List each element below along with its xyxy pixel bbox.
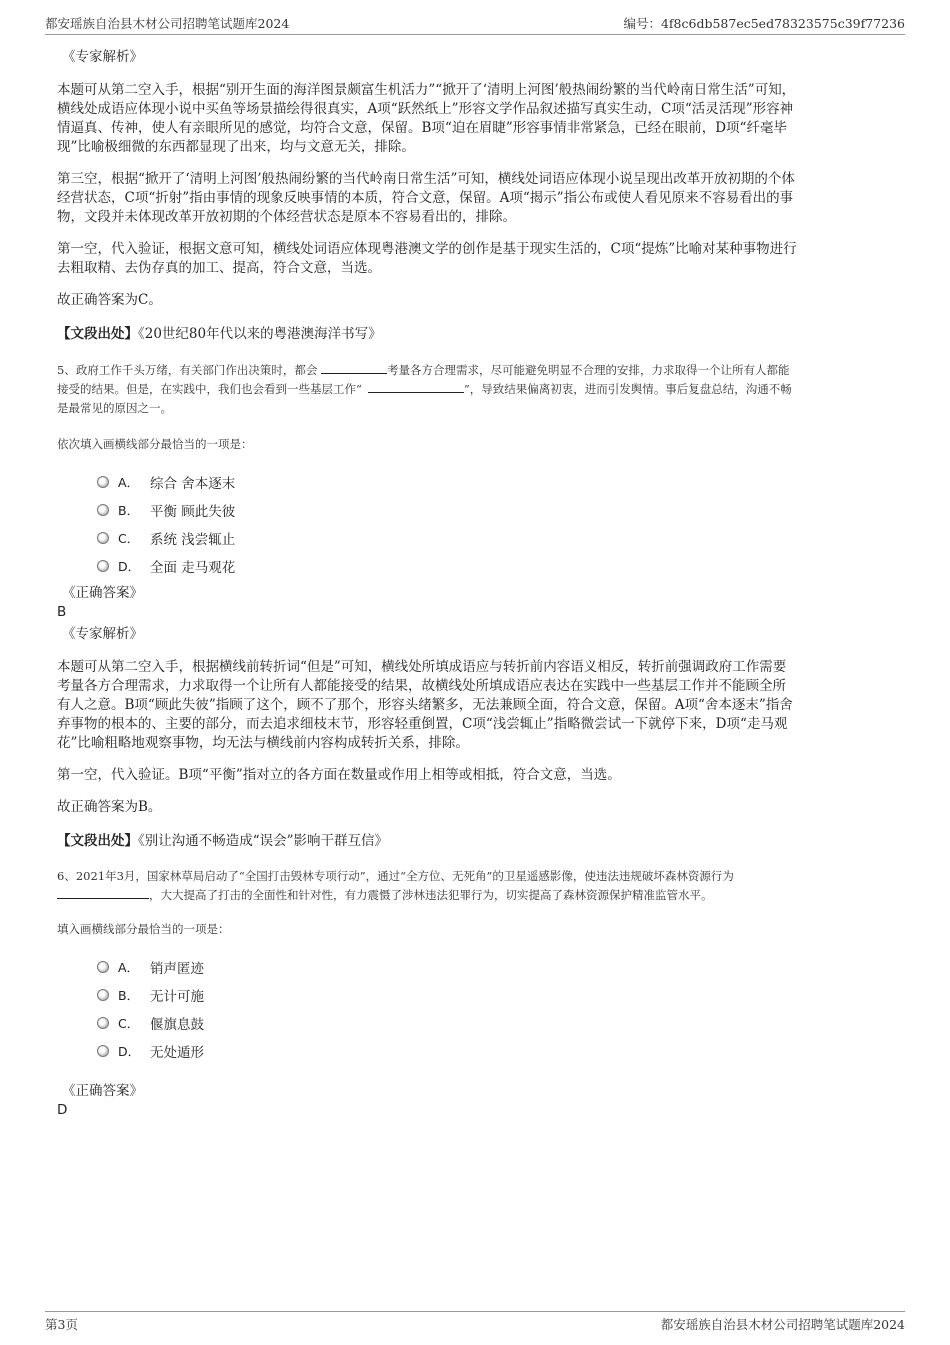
option-text: 综合 舍本逐末 (150, 476, 236, 492)
q5-para1-line: 本题可从第二空入手，根据横线前转折词“但是”可知，横线处所填成语应与转折前内容语义相反，转折前强调政府工作需要 (57, 659, 787, 675)
option-text: 销声匿迹 (150, 961, 204, 977)
option-d[interactable] (97, 1041, 204, 1061)
option-text: 偃旗息鼓 (150, 1017, 204, 1033)
expert-analysis-label: 《专家解析》 (62, 49, 143, 65)
option-b[interactable] (97, 985, 204, 1005)
source-title: 《20世纪80年代以来的粤港澳海洋书写》 (138, 326, 382, 342)
q5-para1-line: 花”比喻粗略地观察事物，均无法与横线前内容构成转折关系，排除。 (57, 735, 469, 751)
option-letter: D． (118, 559, 141, 574)
radio-icon[interactable] (97, 989, 109, 1001)
q6-prompt: 填入画横线部分最恰当的一项是： (57, 922, 230, 936)
q5-para1-line: 弃事物的根本的、主要的部分，而去追求细枝末节，形容轻重倒置，C项“浅尝辄止”指略微尝试一下就停下来，D项“走马观 (57, 716, 788, 732)
q4-answer-line: 故正确答案为C。 (57, 292, 162, 308)
q5-stem-part: 考量各方合理需求，尽可能避免明显不合理的安排，力求取得一个让所有人都能 (386, 363, 790, 377)
page-number: 第3页 (45, 1317, 78, 1332)
q4-para3-line: 去粗取精、去伪存真的加工、提高，符合文意，当选。 (57, 260, 381, 276)
radio-icon[interactable] (97, 560, 109, 572)
fill-blank-1 (57, 886, 149, 899)
q5-answer-line: 故正确答案为B。 (57, 799, 162, 815)
footer-divider (45, 1311, 905, 1312)
fill-blank-1 (321, 361, 387, 374)
q6-stem-part: ，大大提高了打击的全面性和针对性，有力震慑了涉林违法犯罪行为，切实提高了森林资源保护精准监管水平。 (149, 888, 713, 902)
q5-para1-line: 考量各方合理需求，力求取得一个让所有人都能接受的结果，故横线处所填成语应表达在实践中一些基层工作并不能顾全所 (57, 678, 786, 694)
document-id: 编号：4f8c6db587ec5ed78323575c39f77236 (623, 16, 905, 31)
q5-stem-part: ”，导致结果偏离初衷，进而引发舆情。事后复盘总结，沟通不畅 (463, 382, 792, 396)
source-tag: 【文段出处】 (57, 326, 138, 342)
radio-icon[interactable] (97, 1017, 109, 1029)
option-letter: A． (118, 960, 140, 975)
q4-para1-line: 横线处成语应体现小说中买鱼等场景描绘得很真实，A项“跃然纸上”形容文学作品叙述描写真实生动，C项“活灵活现”形容神 (57, 101, 794, 117)
expert-analysis-label: 《专家解析》 (62, 626, 143, 642)
option-text: 系统 浅尝辄止 (150, 532, 236, 548)
option-letter: B． (118, 988, 140, 1003)
option-c[interactable] (97, 528, 235, 548)
q5-stem-part: 5、政府工作千头万绪，有关部门作出决策时，都会 (57, 363, 318, 377)
radio-icon[interactable] (97, 1045, 109, 1057)
q4-para1-line: 现”比喻极细微的东西都显现了出来，均与文意无关，排除。 (57, 139, 415, 155)
q4-para2-line: 第三空，根据“掀开了‘清明上河图’般热闹纷繁的当代岭南日常生活”可知，横线处词语应体现小说呈现出改革开放初期的个体 (57, 171, 795, 187)
footer-title: 都安瑶族自治县木材公司招聘笔试题库2024 (660, 1317, 905, 1332)
option-letter: C． (118, 1016, 140, 1031)
correct-answer-label: 《正确答案》 (62, 585, 143, 601)
q4-para2-line: 物，文段并未体现改革开放初期的个体经营状态是原本不容易看出的，排除。 (57, 209, 516, 225)
q5-stem-line (57, 380, 792, 399)
radio-icon[interactable] (97, 532, 109, 544)
option-letter: D． (118, 1044, 141, 1059)
q5-stem-line: 是最常见的原因之一。 (57, 401, 172, 415)
correct-answer: B (57, 604, 67, 620)
q4-para2-line: 经营状态，C项“折射”指由事情的现象反映事情的本质，符合文意，保留。A项“揭示”指公布或使人看见原来不容易看出的事 (57, 190, 794, 206)
correct-answer-label: 《正确答案》 (62, 1083, 143, 1099)
q5-prompt: 依次填入画横线部分最恰当的一项是： (57, 437, 253, 451)
q4-source (57, 325, 382, 344)
option-c[interactable] (97, 1013, 204, 1033)
option-letter: A． (118, 475, 140, 490)
header-title: 都安瑶族自治县木材公司招聘笔试题库2024 (45, 16, 290, 31)
q6-stem-line: 6、2021年3月，国家林草局启动了“全国打击毁林专项行动”，通过“全方位、无死角”的卫星遥感影像，使违法违规破坏森林资源行为 (57, 869, 734, 883)
option-b[interactable] (97, 500, 235, 520)
option-d[interactable] (97, 556, 235, 576)
q6-stem-line (57, 886, 713, 905)
q5-para1-line: 有人之意。B项“顾此失彼”指顾了这个，顾不了那个，形容头绪繁多，无法兼顾全面，符合文意，保留。A项“舍本逐末”指舍 (57, 697, 793, 713)
q5-para2: 第一空，代入验证。B项“平衡”指对立的各方面在数量或作用上相等或相抵，符合文意，当选。 (57, 767, 621, 783)
radio-icon[interactable] (97, 476, 109, 488)
option-text: 无处遁形 (150, 1045, 204, 1061)
q4-para3-line: 第一空，代入验证，根据文意可知，横线处词语应体现粤港澳文学的创作是基于现实生活的，C项“提炼”比喻对某种事物进行 (57, 241, 797, 257)
option-a[interactable] (97, 957, 204, 977)
fill-blank-2 (368, 380, 464, 393)
q4-para1-line: 情逼真、传神，使人有亲眼所见的感觉，均符合文意，保留。B项“迫在眉睫”形容事情非常紧急，已经在眼前，D项“纤毫毕 (57, 120, 787, 136)
q5-stem-line (57, 361, 789, 380)
source-tag: 【文段出处】 (57, 833, 138, 849)
option-text: 平衡 顾此失彼 (150, 504, 236, 520)
option-text: 全面 走马观花 (150, 560, 236, 576)
q5-source (57, 832, 388, 851)
option-letter: B． (118, 503, 140, 518)
header-divider (45, 34, 905, 35)
q5-stem-part: 接受的结果。但是，在实践中，我们也会看到一些基层工作“ (57, 382, 362, 396)
option-letter: C． (118, 531, 140, 546)
source-title: 《别让沟通不畅造成“误会”影响干群互信》 (138, 833, 389, 849)
q4-para1-line: 本题可从第二空入手，根据“别开生面的海洋图景颇富生机活力”“掀开了‘清明上河图’般热闹纷繁的当代岭南日常生活”可知， (57, 82, 796, 98)
correct-answer: D (57, 1102, 68, 1118)
option-text: 无计可施 (150, 989, 204, 1005)
radio-icon[interactable] (97, 961, 109, 973)
option-a[interactable] (97, 472, 235, 492)
radio-icon[interactable] (97, 504, 109, 516)
